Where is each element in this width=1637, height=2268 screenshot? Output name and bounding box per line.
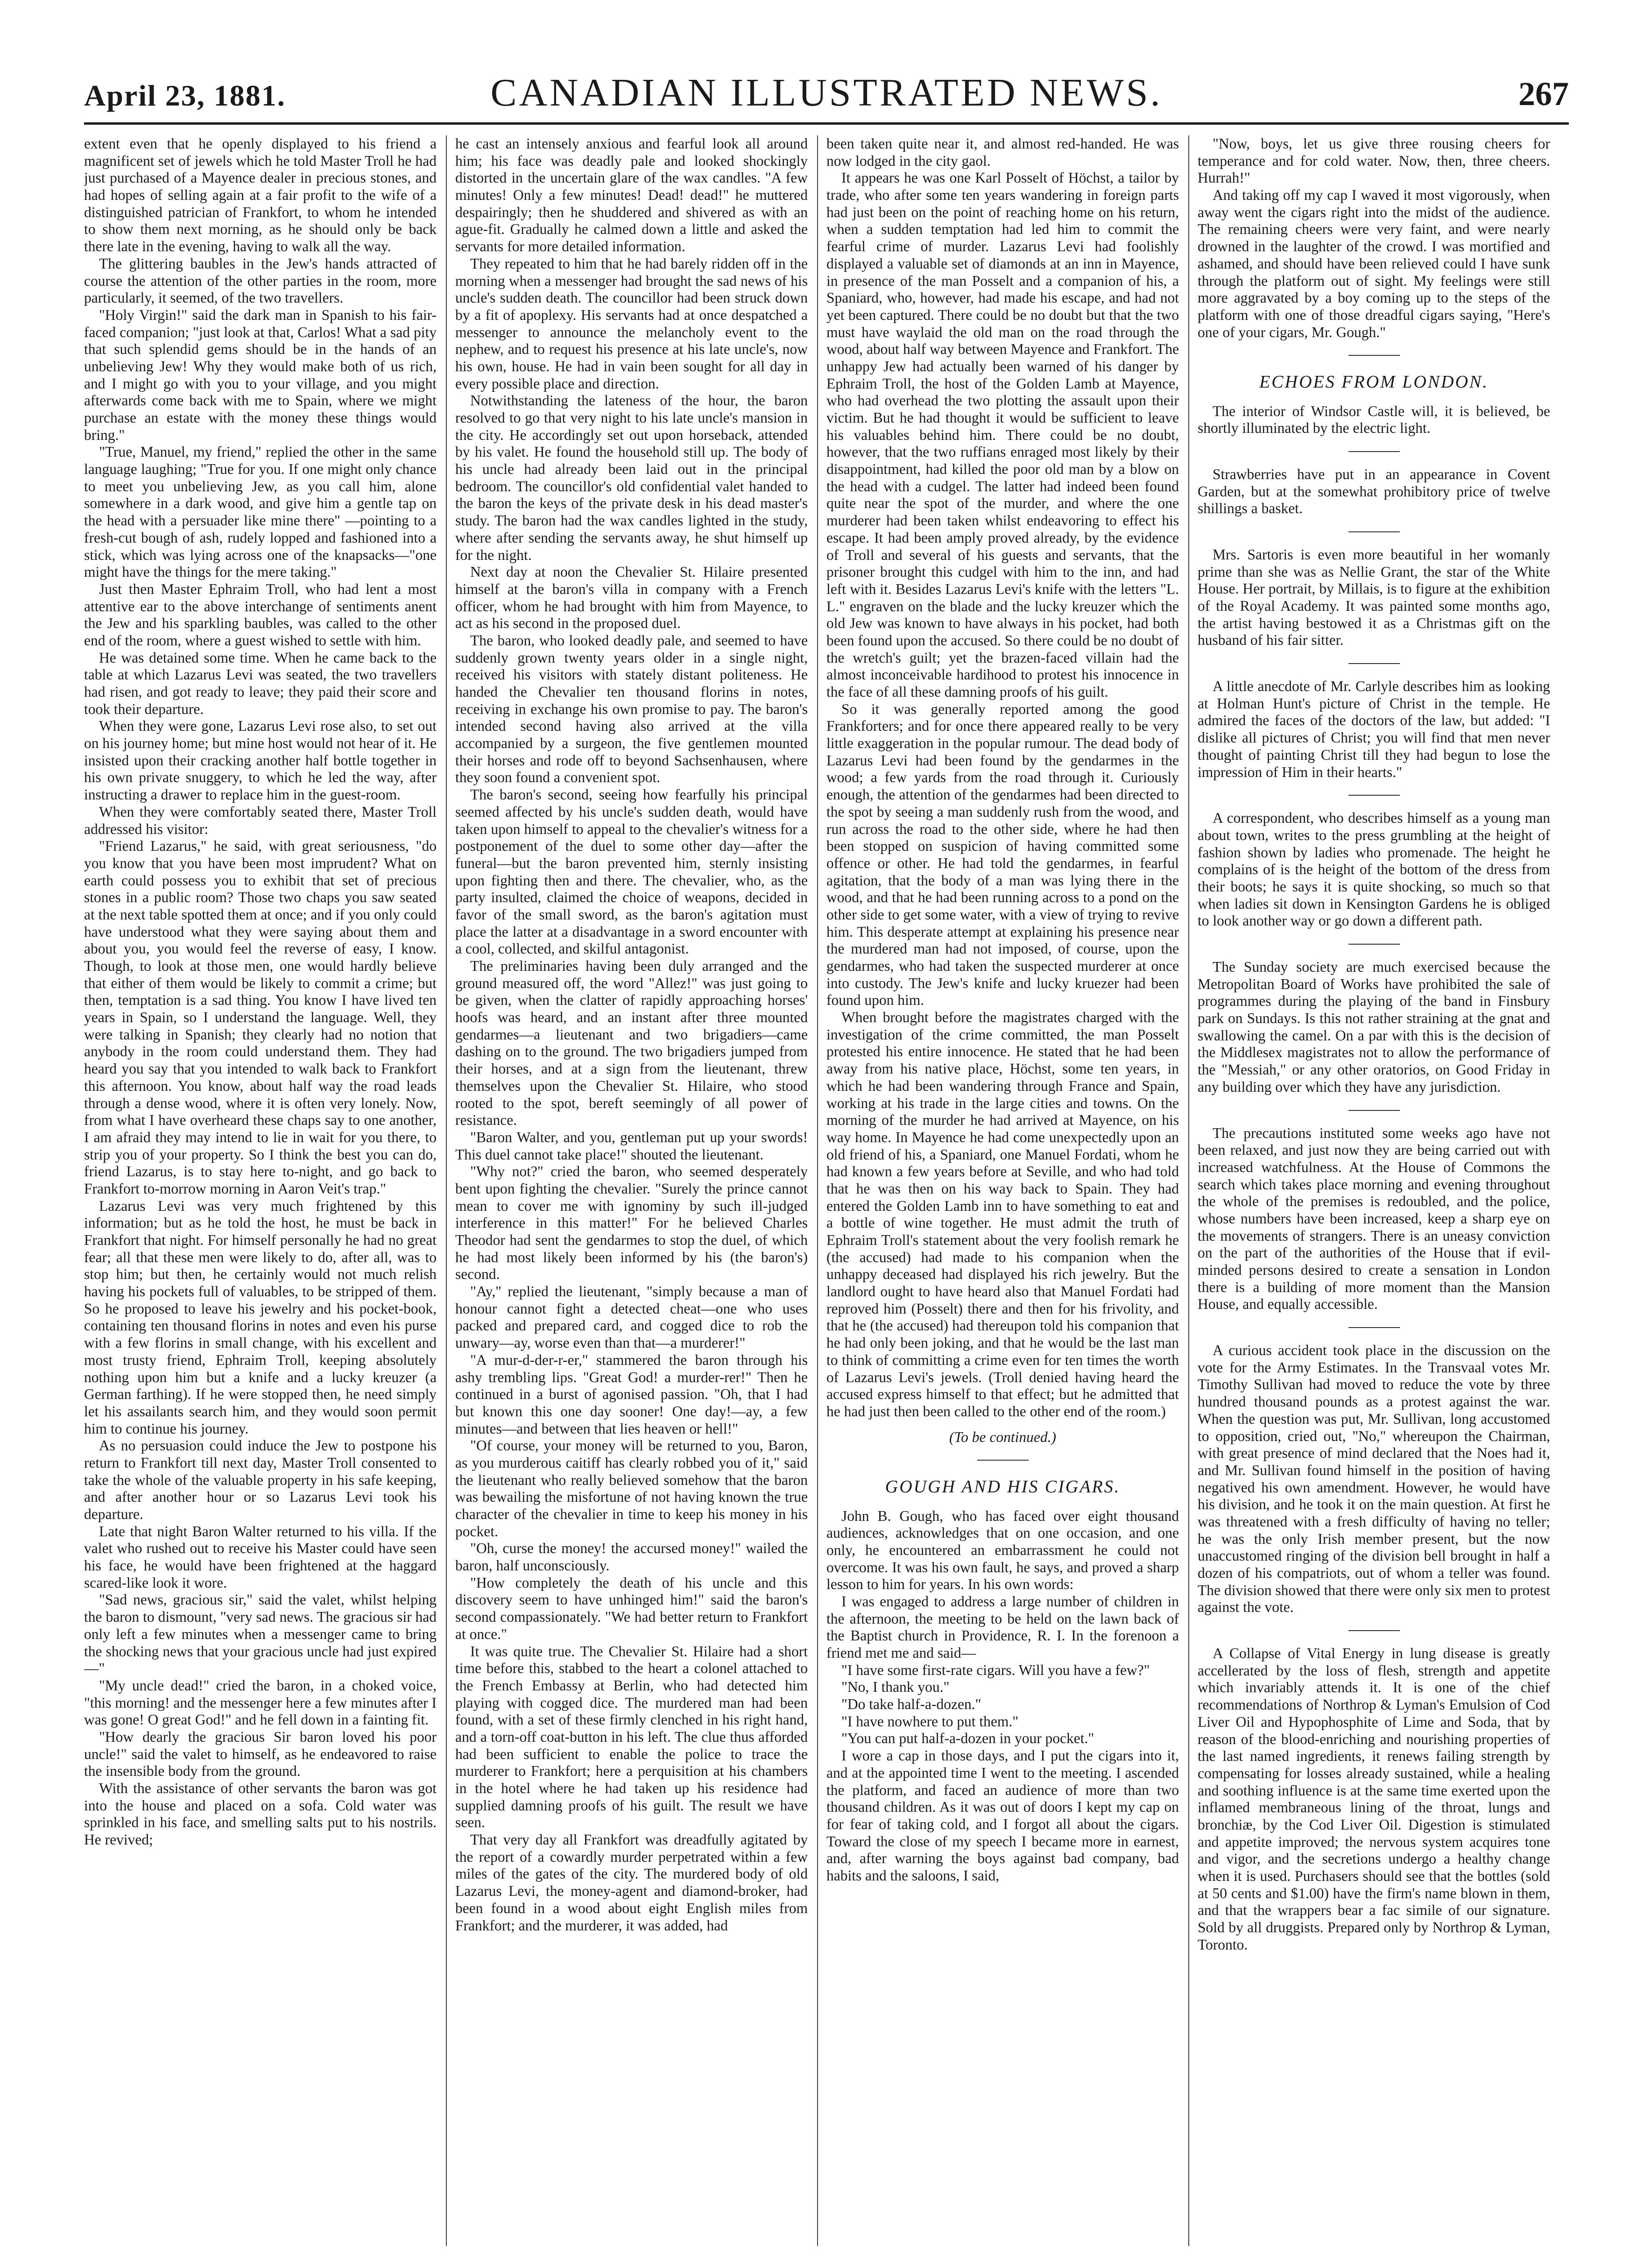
- paragraph: A correspondent, who describes himself as a young man about town, writes to the press grumbling at the height of fashion shown by ladies who promenade. The height he complains of is the height of the bottom of the dress from their boots; he says it is quite shocking, so much so that when ladies sit down in Kensington Gardens he is obliged to look another way or go down a different path.: [1198, 810, 1550, 929]
- article-heading: GOUGH AND HIS CIGARS.: [885, 1477, 1121, 1497]
- paragraph: It appears he was one Karl Posselt of Höchst, a tailor by trade, who after some ten years wandering in foreign parts had just been on the point of reaching home on his return, when a sudden temptation had led him to commit the fearful crime of murder. Lazarus Levi had foolishly displayed a valuable set of diamonds at an inn in Mayence, in presence of the man Posselt and a companion of his, a Spaniard, who, however, had made his escape, and had not yet been captured. There could be no doubt but that the two must have waylaid the old man on the road through the wood, about half way between Mayence and Frankfort. The unhappy Jew had actually been warned of his danger by Ephraim Troll, the host of the Golden Lamb at Mayence, who had overhead the two plotting the assault upon their victim. But he had thought it would be sufficient to leave his valuables behind him. There could be no doubt, however, that the two ruffians enraged most likely by their disappointment, had killed the poor old man by a blow on the head with a cudgel. The latter had indeed been found quite near the spot of the murder, and where the one murderer had been taken whilst endeavoring to effect his escape. It had been amply proved already, by the evidence of Troll and several of his guests and servants, that the prisoner brought this cudgel with him to the inn, and had left with it. Besides Lazarus Levi's knife with the letters "L. L." engraven on the blade and the lucky kreuzer which the old Jew was known to have always in his pocket, had both been found upon the accused. So there could be no doubt of the wretch's guilt; yet the brazen-faced villain had the almost inconceivable hardihood to protest his innocence in the face of all these damning proofs of his guilt.: [826, 170, 1179, 700]
- paragraph: "How completely the death of his uncle and this discovery seem to have unhinged him!" said the baron's second compassionately. "We had better return to Frankfort at once.": [455, 1574, 808, 1642]
- paragraph: A little anecdote of Mr. Carlyle describes him as looking at Holman Hunt's picture of Christ in the temple. He admired the faces of the doctors of the law, but added: "I dislike all pictures of Christ; you will find that men never thought of painting Christ till they had begun to lose the impression of Him in their hearts.": [1198, 678, 1550, 780]
- paragraph: been taken quite near it, and almost red-handed. He was now lodged in the city gaol.: [826, 135, 1179, 169]
- divider: [1348, 663, 1400, 664]
- column-2: [455, 135, 808, 2246]
- paragraph: "How dearly the gracious Sir baron loved his poor uncle!" said the valet to himself, as he endeavored to raise the insensible body from the ground.: [84, 1728, 437, 1780]
- paragraph: The baron, who looked deadly pale, and seemed to have suddenly grown twenty years older in a single night, received his visitors with stately distant politeness. He handed the Chevalier ten thousand florins in notes, receiving in exchange his own promise to pay. The baron's intended second having also arrived at the villa accompanied by a surgeon, the five gentlemen mounted their horses and rode off to beyond Sachsenhausen, where they soon found a convenient spot.: [455, 632, 808, 786]
- column-rule: [817, 135, 818, 2246]
- masthead-rule: [84, 122, 1569, 125]
- paragraph: "You can put half-a-dozen in your pocket.": [841, 1730, 1094, 1747]
- paragraph: "Friend Lazarus," he said, with great seriousness, "do you know that you have been most imprudent? What on earth could possess you to exhibit that set of precious stones in a public room? Those two chaps you saw seated at the next table spotted them at once; and if you only could have understood what they were saying about them and about you, you would feel the reverse of easy, I know. Though, to look at those men, one would hardly believe that either of them would be likely to commit a crime; but then, temptation is a sad thing. You know I have lived ten years in Spain, so I understand the language. Well, they were talking in Spanish; they clearly had no notion that anybody in the room could understand them. They had heard you say that you intended to walk back to Frankfort this afternoon. You know, about half way the road leads through a dense wood, where it is often very lonely. Now, from what I have overheard these chaps say to one another, I am afraid they may intend to lie in wait for you there, to strip you of your property. So I think the best you can do, friend Lazarus, is to stay here to-night, and go back to Frankfort to-morrow morning in Aaron Veit's trap.": [84, 838, 437, 1197]
- paragraph: The interior of Windsor Castle will, it is believed, be shortly illuminated by the electric light.: [1198, 403, 1550, 437]
- paragraph: It was quite true. The Chevalier St. Hilaire had a short time before this, stabbed to the heart a colonel attached to the French Embassy at Berlin, who had detected him playing with cogged dice. The murdered man had been found, with a set of these firmly clenched in his right hand, and a torn-off coat-button in his left. The clue thus afforded had been sufficient to enable the police to trace the murderer to Frankfort; here a perquisition at his chambers in the hotel where he had taken up his residence had supplied damning proofs of his guilt. The result we have seen.: [455, 1643, 808, 1831]
- paragraph: When they were gone, Lazarus Levi rose also, to set out on his journey home; but mine host would not hear of it. He insisted upon their cracking another half bottle together in his own private snuggery, to which he led the way, after instructing a drawer to replace him in the guest-room.: [84, 718, 437, 803]
- paragraph: "I have nowhere to put them.": [841, 1713, 1019, 1730]
- paragraph: extent even that he openly displayed to his friend a magnificent set of jewels which he told Master Troll he had just purchased of a Mayence dealer in precious stones, and had hopes of selling again at a fair profit to the wife of a distinguished patrician of Frankfort, to whom he intended to show them next morning, as he should only be back there late in the evening, having to walk all the way.: [84, 135, 437, 255]
- paragraph: "My uncle dead!" cried the baron, in a choked voice, "this morning! and the messenger here a few minutes after I was gone! O great God!" and he fell down in a fainting fit.: [84, 1677, 437, 1728]
- divider: [1348, 1327, 1400, 1328]
- paragraph: "Holy Virgin!" said the dark man in Spanish to his fair-faced companion; "just look at that, Carlos! What a sad pity that such splendid gems should be in the hands of an unbelieving Jew! Why they would make both of us rich, and I might go with you to your village, and you might afterwards come back with me to Spain, where we might purchase an estate with the money these things would bring.": [84, 306, 437, 443]
- paragraph: I was engaged to address a large number of children in the afternoon, the meeting to be held on the lawn back of the Baptist church in Providence, R. I. In the forenoon a friend met me and said—: [826, 1593, 1179, 1661]
- paragraph: "A mur-d-der-r-er," stammered the baron through his ashy trembling lips. "Great God! a murder-rer!" Then he continued in a burst of agonised passion. "Oh, that I had but known this one day sooner! One day!—ay, a few minutes—and between that lies heaven or hell!": [455, 1351, 808, 1437]
- paragraph: A Collapse of Vital Energy in lung disease is greatly accellerated by the loss of flesh, strength and appetite which invariably attends it. It is one of the chief recommendations of Northrop & Lyman's Emulsion of Cod Liver Oil and Hypophosphite of Lime and Soda, that by reason of the blood-enriching and nourishing properties of the last named ingredients, it renews failing strength by compensating for losses already sustained, while a healing and soothing influence is at the same time exerted upon the inflamed membraneous lining of the throat, lungs and bronchiæ, by the Cod Liver Oil. Digestion is stimulated and appetite improved; the nervous system acquires tone and vigor, and the secretions undergo a healthy change when it is used. Purchasers should see that the bottles (sold at 50 cents and $1.00) have the firm's name blown in them, and that the wrappers bear a fac simile of our signature. Sold by all druggists. Prepared only by Northrop & Lyman, Toronto.: [1198, 1645, 1550, 1953]
- paragraph: Lazarus Levi was very much frightened by this information; but as he told the host, he must be back in Frankfort that night. For himself personally he had no great fear; all that these men were likely to do, after all, was to stop him; but then, he certainly would not much relish having his pockets full of valuables, to be stripped of them. So he proposed to leave his jewelry and his pocket-book, containing ten thousand florins in notes and even his purse with a few florins in small change, with his excellent and most trusty friend, Ephraim Troll, keeping absolutely nothing upon him but a knife and a lucky kreuzer (a German farthing). If he were stopped then, he need simply let his assailants search him, and they would soon permit him to continue his journey.: [84, 1197, 437, 1437]
- masthead: [84, 70, 1569, 121]
- paragraph: And taking off my cap I waved it most vigorously, when away went the cigars right into the midst of the audience. The remaining cheers were very faint, and were nearly drowned in the laughter of the crowd. I was mortified and ashamed, and should have been relieved could I have sunk through the platform out of sight. My feelings were still more aggravated by a boy coming up to the steps of the platform with one of those dreadful cigars saying, "Here's one of your cigars, Mr. Gough.": [1198, 187, 1550, 340]
- paragraph: With the assistance of other servants the baron was got into the house and placed on a sofa. Cold water was sprinkled in his face, and smelling salts put to his nostrils. He revived;: [84, 1780, 437, 1848]
- article-heading: ECHOES FROM LONDON.: [1259, 372, 1489, 392]
- paragraph: "Why not?" cried the baron, who seemed desperately bent upon fighting the chevalier. "Surely the prince cannot mean to cover me with ignominy by such ill-judged interference in this matter!" For he believed Charles Theodor had sent the gendarmes to stop the duel, of which he had most likely been informed by his (the baron's) second.: [455, 1163, 808, 1283]
- paragraph: Late that night Baron Walter returned to his villa. If the valet who rushed out to receive his Master could have seen his face, he would have been frightened at the haggard scared-like look it wore.: [84, 1523, 437, 1591]
- paragraph: "I have some first-rate cigars. Will you have a few?": [841, 1661, 1150, 1678]
- paragraph: The precautions instituted some weeks ago have not been relaxed, and just now they are being carried out with increased watchfulness. At the House of Commons the search which takes place morning and evening throughout the whole of the premises is redoubled, and the police, whose numbers have been increased, keep a sharp eye on the movements of strangers. There is an uneasy conviction on the part of the authorities of the House that if evil-minded persons desired to create a sensation in London there is a building of more moment than the Mansion House, and equally accessible.: [1198, 1124, 1550, 1313]
- divider: [1348, 1630, 1400, 1631]
- newspaper-title: CANADIAN ILLUSTRATED NEWS.: [490, 71, 1163, 114]
- column-rule: [446, 135, 447, 2246]
- paragraph: "True, Manuel, my friend," replied the other in the same language laughing; "True for you. If one might only chance to meet you unbelieving Jew, as you call him, alone somewhere in a dark wood, and give him a gentle tap on the head with a persuader like mine there" —pointing to a fresh-cut bough of ash, rudely lopped and fashioned into a stick, which was lying across one of the knapsacks—"one might have the things for the mere taking.": [84, 444, 437, 580]
- paragraph: Next day at noon the Chevalier St. Hilaire presented himself at the baron's villa in company with a French officer, whom he had brought with him from Mayence, to act as his second in the proposed duel.: [455, 564, 808, 632]
- paragraph: "Baron Walter, and you, gentleman put up your swords! This duel cannot take place!" shouted the lieutenant.: [455, 1129, 808, 1163]
- issue-date: April 23, 1881.: [84, 79, 286, 112]
- paragraph: Just then Master Ephraim Troll, who had lent a most attentive ear to the above interchange of sentiments anent the Jew and his sparkling baubles, was called to the other end of the room, where a guest wished to settle with him.: [84, 580, 437, 649]
- paragraph: When brought before the magistrates charged with the investigation of the crime committed, the man Posselt protested his entire innocence. He stated that he had been away from his native place, Höchst, some ten years, in which he had been wandering through France and Spain, working at his trade in the large cities and towns. On the morning of the murder he had arrived at Mayence, on his way home. In Mayence he had come unexpectedly upon an old friend of his, a Spaniard, one Manuel Fordati, whom he had known a few years before at Seville, and who had told that he was then on his way back to Spain. They had entered the Golden Lamb inn to have something to eat and a bottle of wine together. He must admit the truth of Ephraim Troll's statement about the very foolish remark he (the accused) had made to his companion when the unhappy deceased had displayed his rich jewelry. But the landlord ought to have heard also that Manuel Fordati had reproved him (Posselt) there and then for his frivolity, and that he (the accused) had thereupon told his companion that he had only been joking, and that he would be the last man to think of committing a crime even for ten times the worth of Lazarus Levi's jewels. (Troll denied having heard the accused express himself to that effect; but he admitted that he had just then been called to the other end of the room.): [826, 1009, 1179, 1420]
- paragraph: "Oh, curse the money! the accursed money!" wailed the baron, half unconsciously.: [455, 1540, 808, 1574]
- paragraph: The preliminaries having been duly arranged and the ground measured off, the word "Allez!" was just going to be given, when the clatter of rapidly approaching horses' hoofs was heard, and an instant after three mounted gendarmes—a lieutenant and two brigadiers—came dashing on to the ground. The two brigadiers jumped from their horses, and at a sign from the lieutenant, threw themselves upon the Chevalier St. Hilaire, who stood rooted to the spot, bereft seemingly of all power of resistance.: [455, 958, 808, 1129]
- divider: [1348, 944, 1400, 945]
- paragraph: So it was generally reported among the good Frankforters; and for once there appeared really to be very little exaggeration in the popular rumour. The dead body of Lazarus Levi had been found by the gendarmes in the wood; a few yards from the road through it. Curiously enough, the attention of the gendarmes had been directed to the spot by seeing a man suddenly rush from the wood, and run across the road to the other side, where he had then been stopped on suspicion of having committed some offence or other. He had told the gendarmes, in fearful agitation, that the body of a man was lying there in the wood, and that he had been running across to a pond on the other side to get some water, with a view of trying to revive him. This desperate attempt at explaining his presence near the murdered man had not imposed, of course, upon the gendarmes, who had taken the suspected murderer at once into custody. The Jew's knife and lucky kruezer had been found upon him.: [826, 700, 1179, 1009]
- paragraph: he cast an intensely anxious and fearful look all around him; his face was deadly pale and looked shockingly distorted in the uncertain glare of the wax candles. "A few minutes! Only a few minutes! Dead! dead!" he muttered despairingly; then he shuddered and shivered as with an ague-fit. Gradually he calmed down a little and asked the servants for more detailed information.: [455, 135, 808, 255]
- paragraph: That very day all Frankfort was dreadfully agitated by the report of a cowardly murder perpetrated within a few miles of the gates of the city. The murdered body of old Lazarus Levi, the money-agent and diamond-broker, had been found in a wood about eight English miles from Frankfort; and the murderer, it was added, had: [455, 1831, 808, 1934]
- divider: [1348, 531, 1400, 532]
- divider: [1348, 1110, 1400, 1111]
- column-rule: [1188, 135, 1189, 2246]
- divider: [1348, 795, 1400, 796]
- paragraph: "Now, boys, let us give three rousing cheers for temperance and for cold water. Now, then, three cheers. Hurrah!": [1198, 135, 1550, 186]
- divider: [977, 1460, 1029, 1461]
- paragraph: The Sunday society are much exercised because the Metropolitan Board of Works have prohibited the sale of programmes during the playing of the band in Finsbury park on Sundays. Is this not rather straining at the gnat and swallowing the camel. On a par with this is the decision of the Middlesex magistrates not to allow the performance of the "Messiah," or any other oratorios, on Good Friday in any building over which they have any jurisdiction.: [1198, 959, 1550, 1095]
- paragraph: A curious accident took place in the discussion on the vote for the Army Estimates. In the Transvaal votes Mr. Timothy Sullivan had moved to reduce the vote by three hundred thousand pounds as a protest against the war. When the question was put, Mr. Sullivan, long accustomed to opposition, cried out, "No," whereupon the Chairman, with great presence of mind declared that the Noes had it, and Mr. Sullivan found himself in the position of having negatived his own amendment. However, he would have his division, and he took it on the main question. At first he was threatened with a fresh difficulty of having no teller; he was the only Irish member present, but the now unaccustomed ringing of the division bell brought in half a dozen of his compatriots, out of whom a teller was found. The division showed that there were only six men to protest against the vote.: [1198, 1342, 1550, 1616]
- paragraph: "Sad news, gracious sir," said the valet, whilst helping the baron to dismount, "very sad news. The gracious sir had only left a few minutes when a messenger came to bring the shocking news that your gracious uncle had just expired—": [84, 1591, 437, 1677]
- paragraph: He was detained some time. When he came back to the table at which Lazarus Levi was seated, the two travellers had risen, and got ready to leave; they paid their score and took their departure.: [84, 649, 437, 717]
- paragraph: When they were comfortably seated there, Master Troll addressed his visitor:: [84, 803, 437, 837]
- paragraph: Notwithstanding the lateness of the hour, the baron resolved to go that very night to his late uncle's mansion in the city. He accordingly set out upon horseback, attended by his valet. He found the household still up. The body of his uncle had already been laid out in the principal bedroom. The councillor's old confidential valet handed to the baron the keys of the private desk in his dead master's study. The baron had the wax candles lighted in the study, where after sending the servants away, he shut himself up for the night.: [455, 392, 808, 563]
- divider: [1348, 355, 1400, 356]
- paragraph: "Of course, your money will be returned to you, Baron, as you murderous caitiff has clearly robbed you of it," said the lieutenant who really believed somehow that the baron was bewailing the misfortune of not having known the true character of the chevalier in time to keep his money in his pocket.: [455, 1437, 808, 1540]
- divider: [1348, 451, 1400, 452]
- paragraph: The glittering baubles in the Jew's hands attracted of course the attention of the other parties in the room, more particularly, it seemed, of the two travellers.: [84, 255, 437, 306]
- page-number: 267: [1518, 75, 1569, 113]
- column-1: [84, 135, 437, 2246]
- paragraph: As no persuasion could induce the Jew to postpone his return to Frankfort till next day, Master Troll consented to take the whole of the valuable property in his safe keeping, and after another hour or so Lazarus Levi took his departure.: [84, 1437, 437, 1522]
- paragraph: "Ay," replied the lieutenant, "simply because a man of honour cannot fight a detected cheat—one who uses packed and prepared card, and cogged dice to rob the unwary—ay, worse even than that—a murderer!": [455, 1283, 808, 1351]
- paragraph: The baron's second, seeing how fearfully his principal seemed affected by his uncle's sudden death, would have taken upon himself to appeal to the chevalier's witness for a postponement of the duel to some other day—after the funeral—but the baron prevented him, sternly insisting upon fighting then and there. The chevalier, who, as the party insulted, claimed the choice of weapons, decided in favor of the small sword, as the baron's agitation must place the latter at a disadvantage in a sword encounter with a cool, collected, and skilful antagonist.: [455, 786, 808, 957]
- paragraph: "Do take half-a-dozen.": [841, 1696, 981, 1713]
- paragraph: I wore a cap in those days, and I put the cigars into it, and at the appointed time I went to the meeting. I ascended the platform, and faced an audience of more than two thousand children. As it was out of doors I kept my cap on for fear of taking cold, and I forgot all about the cigars. Toward the close of my speech I became more in earnest, and, after warning the boys against bad company, bad habits and the saloons, I said,: [826, 1747, 1179, 1884]
- paragraph: Mrs. Sartoris is even more beautiful in her womanly prime than she was as Nellie Grant, the star of the White House. Her portrait, by Millais, is to figure at the exhibition of the Royal Academy. It was painted some months ago, the artist having bestowed it as a Christmas gift on the husband of his fair sitter.: [1198, 546, 1550, 649]
- column-4: [1198, 135, 1550, 2246]
- paragraph: "No, I thank you.": [841, 1679, 950, 1696]
- paragraph: John B. Gough, who has faced over eight thousand audiences, acknowledges that on one occasion, and one only, he encountered an embarrassment he could not overcome. It was his own fault, he says, and proved a sharp lesson to him for years. In his own words:: [826, 1507, 1179, 1593]
- paragraph: Strawberries have put in an appearance in Covent Garden, but at the somewhat prohibitory price of twelve shillings a basket.: [1198, 466, 1550, 517]
- column-3: [826, 135, 1179, 2246]
- to-be-continued: (To be continued.): [949, 1428, 1056, 1445]
- paragraph: They repeated to him that he had barely ridden off in the morning when a messenger had brought the sad news of his uncle's sudden death. The councillor had been struck down by a fit of apoplexy. His servants had at once despatched a messenger to announce the melancholy event to the nephew, and to request his presence at his late uncle's, now his own, house. He had in vain been sought for all day in every possible place and direction.: [455, 255, 808, 392]
